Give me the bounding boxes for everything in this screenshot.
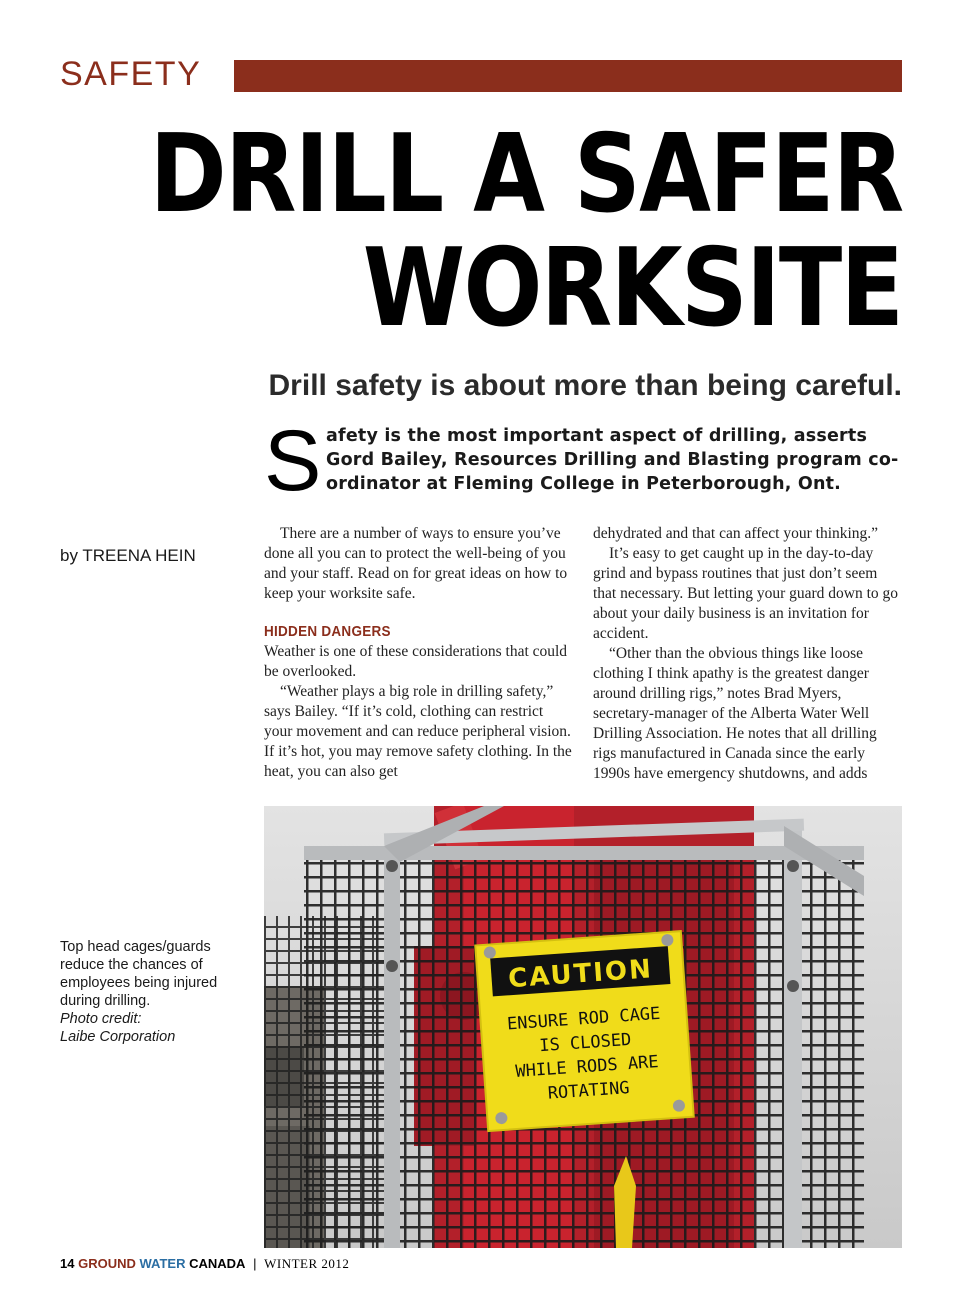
- section-label: SAFETY: [60, 55, 202, 93]
- magazine-name-word: GROUND: [78, 1256, 136, 1271]
- body-column-right: [593, 524, 903, 784]
- page-footer: [60, 1256, 349, 1272]
- photo-cage-post: [784, 826, 802, 1248]
- body-paragraph: “Other than the obvious things like loose clothing I think apathy is the greatest danger around drilling rigs,” notes Brad Myers, secretary-manager of the Alberta Water Well Drilling Association. He notes that all drilling rigs manufactured in Canada since the early 1990s have emergency shutdowns, and adds: [593, 645, 877, 782]
- body-paragraph: It’s easy to get caught up in the day-to-day grind and bypass routines that just don’t seem that necessary. But letting your guard down to go about your daily business is an invitation for accident.: [593, 545, 899, 642]
- page-number: 14: [60, 1256, 75, 1271]
- byline: by TREENA HEIN: [60, 546, 196, 565]
- magazine-name-word: WATER: [139, 1256, 186, 1271]
- headline-line-1: DRILL A SAFER: [149, 112, 902, 237]
- caution-sign: [475, 931, 693, 1131]
- magazine-name-word: CANADA: [189, 1256, 246, 1271]
- caption-credit-label: Photo credit:: [60, 1011, 142, 1027]
- body-paragraph: dehydrated and that can affect your thinking.”: [593, 525, 879, 542]
- sign-line: ROTATING: [547, 1078, 631, 1104]
- caption-credit-name: Laibe Corporation: [60, 1029, 176, 1045]
- photo-cage-post: [384, 846, 400, 1248]
- lede-text: afety is the most important aspect of drilling, asserts Gord Bailey, Resources Drilling and Blasting program co-ordinator at Fleming College in Peterborough, Ont.: [326, 426, 899, 494]
- subheadline: Drill safety is about more than being careful.: [268, 369, 902, 402]
- sign-line: IS CLOSED: [538, 1029, 632, 1057]
- caption-text: Top head cages/guards reduce the chances of employees being injured during drilling.: [60, 939, 218, 1009]
- issue-date: WINTER 2012: [264, 1256, 350, 1271]
- sign-line: WHILE RODS ARE: [514, 1052, 660, 1082]
- headline-line-2: WORKSITE: [362, 226, 902, 351]
- drop-cap: S: [264, 413, 322, 509]
- body-paragraph: Weather is one of these considerations that could be overlooked.: [264, 643, 568, 680]
- footer-separator: |: [253, 1256, 257, 1271]
- photo-illustration: [264, 806, 902, 1248]
- sign-line: ENSURE ROD CAGE: [506, 1003, 661, 1035]
- body-paragraph: “Weather plays a big role in drilling safety,” says Bailey. “If it’s cold, clothing can restrict your movement and can reduce peripheral vision. If it’s hot, you may remove safety clothing. In the heat, you can also get: [264, 683, 572, 780]
- article-photo: [264, 806, 902, 1248]
- photo-caption: [60, 938, 240, 1046]
- sign-title: CAUTION: [507, 954, 654, 995]
- body-column-left: [264, 524, 574, 782]
- intro-paragraph: There are a number of ways to ensure you’ve done all you can to protect the well-being of you and your staff. Read on for great ideas on how to keep your worksite safe.: [264, 525, 568, 602]
- section-heading: HIDDEN DANGERS: [264, 623, 391, 640]
- lede-paragraph: [264, 413, 904, 509]
- section-rule: [234, 60, 902, 92]
